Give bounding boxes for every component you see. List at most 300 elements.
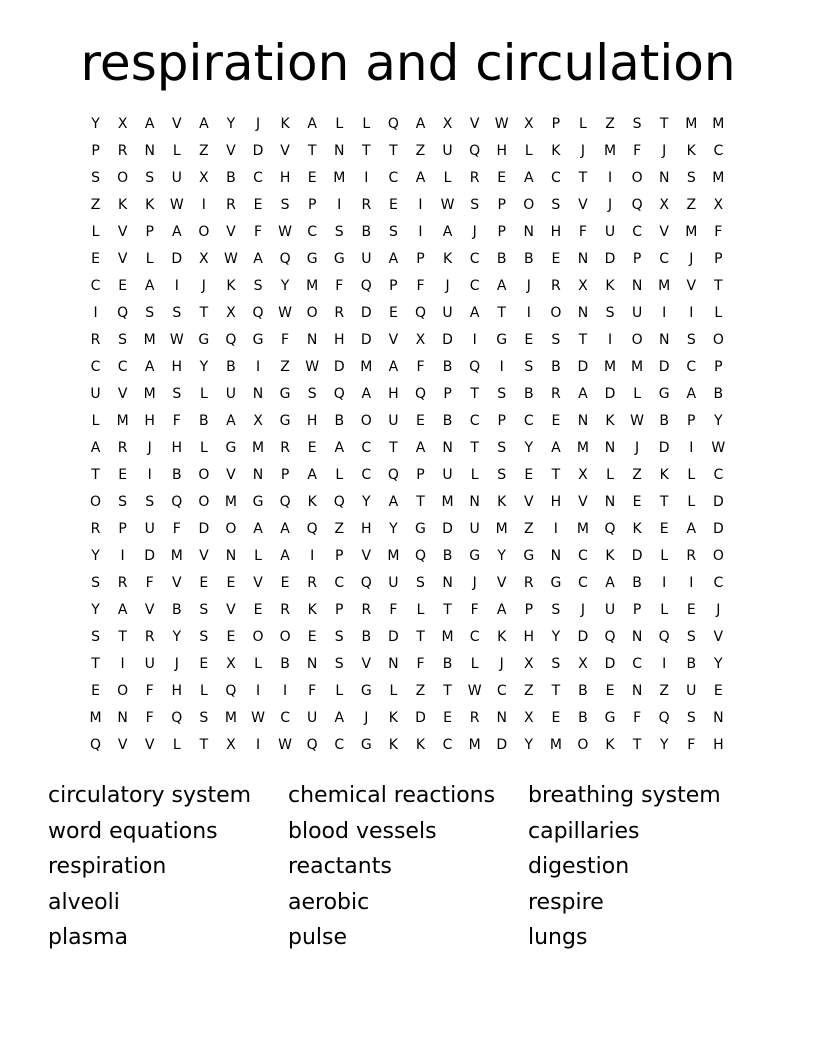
grid-letter: V <box>199 548 209 564</box>
grid-letter: P <box>335 602 344 618</box>
grid-letter: E <box>253 602 263 618</box>
grid-letter: U <box>90 386 101 402</box>
grid-letter: C <box>334 575 345 591</box>
grid-letter: H <box>550 224 562 240</box>
grid-letter: S <box>334 656 344 672</box>
grid-letter: K <box>145 197 155 213</box>
grid-letter: W <box>251 710 265 726</box>
grid-letter: J <box>526 278 531 294</box>
grid-letter: I <box>607 170 613 186</box>
grid-letter: U <box>388 413 399 429</box>
grid-letter: F <box>145 575 154 591</box>
grid-letter: S <box>686 332 696 348</box>
grid-letter: F <box>416 359 425 375</box>
word-list-item: blood vessels <box>288 818 437 844</box>
grid-letter: F <box>633 143 642 159</box>
grid-letter: X <box>117 116 128 132</box>
grid-letter: B <box>280 656 290 672</box>
word-list-item: circulatory system <box>48 783 252 808</box>
grid-letter: C <box>686 359 697 375</box>
grid-letter: Y <box>280 278 290 294</box>
grid-letter: F <box>145 710 154 726</box>
grid-letter: E <box>551 251 561 267</box>
grid-letter: V <box>144 602 155 618</box>
grid-letter: S <box>551 197 561 213</box>
grid-row <box>82 516 732 543</box>
grid-letter: J <box>364 710 369 726</box>
grid-letter: B <box>578 710 588 726</box>
grid-letter: X <box>226 305 236 321</box>
grid-letter: K <box>605 413 615 429</box>
grid-letter: L <box>145 251 154 267</box>
grid-letter: C <box>361 440 372 456</box>
grid-letter: E <box>497 170 507 186</box>
grid-letter: A <box>686 521 697 537</box>
grid-letter: D <box>712 521 724 537</box>
grid-letter: K <box>605 737 615 753</box>
grid-letter: B <box>334 413 345 429</box>
grid-letter: D <box>577 629 589 645</box>
grid-letter: C <box>469 629 480 645</box>
grid-letter: Z <box>90 197 101 213</box>
grid-letter: O <box>550 305 562 321</box>
grid-letter: A <box>171 224 182 240</box>
grid-letter: T <box>470 440 479 456</box>
grid-letter: C <box>578 548 588 564</box>
grid-letter: K <box>307 494 317 510</box>
word-list-item: aerobic <box>288 889 370 915</box>
grid-letter: S <box>91 575 100 591</box>
grid-letter: J <box>201 278 206 294</box>
grid-letter: J <box>255 116 261 132</box>
grid-letter: E <box>713 683 723 699</box>
grid-letter: X <box>523 116 534 132</box>
grid-letter: X <box>659 197 669 213</box>
grid-letter: P <box>91 143 100 159</box>
grid-letter: K <box>280 116 290 132</box>
letter-grid <box>82 111 732 759</box>
grid-letter: S <box>334 629 344 645</box>
grid-letter: A <box>90 440 101 456</box>
grid-letter: W <box>169 332 184 348</box>
grid-letter: E <box>659 521 669 537</box>
grid-letter: I <box>662 305 667 321</box>
grid-letter: I <box>255 683 261 699</box>
grid-letter: U <box>225 386 237 402</box>
grid-letter: D <box>604 656 616 672</box>
grid-letter: Z <box>334 521 345 537</box>
grid-letter: Q <box>604 629 616 645</box>
grid-letter: S <box>686 710 696 726</box>
grid-letter: A <box>415 440 426 456</box>
grid-row <box>82 597 732 624</box>
grid-letter: V <box>469 116 480 132</box>
grid-letter: B <box>199 413 209 429</box>
grid-letter: G <box>279 413 291 429</box>
grid-letter: S <box>686 629 696 645</box>
grid-letter: H <box>550 494 562 510</box>
grid-letter: M <box>224 710 237 726</box>
grid-letter: K <box>686 143 696 159</box>
grid-letter: U <box>686 683 697 699</box>
grid-letter: R <box>117 575 128 591</box>
grid-letter: R <box>551 278 561 294</box>
grid-letter: C <box>361 467 372 483</box>
grid-letter: Z <box>280 359 290 375</box>
grid-letter: S <box>497 467 507 483</box>
grid-letter: C <box>442 737 453 753</box>
grid-letter: M <box>712 116 725 132</box>
grid-letter: T <box>362 143 371 159</box>
grid-letter: C <box>632 656 642 672</box>
grid-letter: Q <box>225 683 237 699</box>
grid-letter: L <box>416 602 425 618</box>
grid-letter: K <box>605 278 615 294</box>
grid-letter: J <box>716 602 721 618</box>
grid-letter: L <box>714 305 723 321</box>
grid-letter: S <box>416 575 425 591</box>
grid-letter: O <box>712 548 724 564</box>
grid-letter: A <box>144 359 155 375</box>
grid-letter: K <box>307 602 317 618</box>
grid-letter: S <box>334 224 344 240</box>
grid-letter: G <box>604 710 616 726</box>
grid-letter: N <box>631 629 643 645</box>
grid-letter: X <box>578 278 588 294</box>
grid-letter: D <box>604 251 616 267</box>
grid-letter: G <box>360 683 372 699</box>
grid-letter: G <box>523 548 535 564</box>
grid-letter: M <box>441 494 454 510</box>
grid-letter: X <box>253 413 263 429</box>
grid-letter: E <box>632 494 642 510</box>
grid-letter: A <box>361 386 372 402</box>
word-list-item: digestion <box>528 854 630 880</box>
grid-letter: L <box>606 467 614 483</box>
grid-letter: L <box>687 494 696 510</box>
word-list-item: respiration <box>48 854 167 880</box>
grid-letter: Z <box>632 467 642 483</box>
grid-letter: P <box>118 521 127 537</box>
grid-letter: H <box>171 440 183 456</box>
grid-letter: B <box>551 359 561 375</box>
grid-letter: S <box>686 170 696 186</box>
grid-letter: X <box>523 710 534 726</box>
grid-row <box>82 381 732 408</box>
grid-letter: C <box>713 575 724 591</box>
grid-letter: F <box>281 332 290 348</box>
grid-letter: L <box>91 413 100 429</box>
grid-letter: U <box>171 170 182 186</box>
grid-letter: R <box>523 575 534 591</box>
grid-letter: W <box>630 413 645 429</box>
grid-letter: R <box>469 710 480 726</box>
grid-letter: U <box>144 656 155 672</box>
grid-letter: H <box>388 386 399 402</box>
grid-letter: M <box>468 737 481 753</box>
grid-letter: U <box>469 521 480 537</box>
grid-letter: D <box>631 548 643 564</box>
grid-letter: U <box>388 575 399 591</box>
grid-letter: R <box>361 197 372 213</box>
grid-letter: M <box>685 116 698 132</box>
grid-letter: N <box>631 683 643 699</box>
grid-letter: U <box>307 710 318 726</box>
grid-letter: P <box>335 548 344 564</box>
grid-letter: Y <box>524 737 534 753</box>
grid-letter: R <box>307 575 318 591</box>
grid-letter: N <box>306 332 318 348</box>
grid-letter: V <box>117 737 128 753</box>
grid-letter: W <box>440 197 455 213</box>
grid-letter: G <box>306 251 318 267</box>
grid-letter: N <box>658 332 670 348</box>
grid-letter: D <box>658 440 670 456</box>
grid-letter: V <box>578 197 588 213</box>
grid-letter: N <box>117 710 128 726</box>
grid-letter: J <box>445 278 450 294</box>
grid-letter: E <box>91 251 100 267</box>
grid-letter: T <box>91 467 100 483</box>
grid-letter: H <box>279 170 291 186</box>
grid-letter: A <box>253 521 263 537</box>
grid-letter: A <box>442 224 453 240</box>
grid-letter: Q <box>90 737 102 753</box>
grid-letter: F <box>578 224 587 240</box>
grid-letter: B <box>442 359 453 375</box>
grid-letter: D <box>252 143 264 159</box>
grid-letter: N <box>523 224 535 240</box>
grid-letter: T <box>632 737 642 753</box>
grid-letter: W <box>278 737 292 753</box>
grid-letter: I <box>662 656 667 672</box>
grid-letter: S <box>497 440 507 456</box>
grid-letter: C <box>334 737 345 753</box>
grid-letter: B <box>713 386 724 402</box>
grid-letter: V <box>171 575 182 591</box>
grid-letter: P <box>632 602 642 618</box>
grid-letter: V <box>524 494 534 510</box>
word-list-item: chemical reactions <box>288 783 496 808</box>
grid-letter: Q <box>306 737 318 753</box>
grid-letter: V <box>713 629 724 645</box>
grid-letter: C <box>550 170 561 186</box>
grid-letter: V <box>144 737 155 753</box>
grid-letter: L <box>524 143 533 159</box>
grid-letter: M <box>685 224 698 240</box>
grid-letter: B <box>578 683 588 699</box>
grid-letter: E <box>416 413 425 429</box>
grid-letter: S <box>91 170 100 186</box>
grid-letter: S <box>632 116 642 132</box>
grid-letter: I <box>147 467 152 483</box>
grid-letter: V <box>388 332 399 348</box>
grid-letter: Q <box>414 386 426 402</box>
grid-letter: V <box>253 575 263 591</box>
grid-letter: B <box>523 386 534 402</box>
grid-letter: S <box>253 278 263 294</box>
grid-row <box>82 165 732 192</box>
grid-letter: B <box>659 413 669 429</box>
word-list-item: lungs <box>528 925 588 951</box>
word-column <box>288 778 528 956</box>
grid-letter: N <box>144 143 155 159</box>
word-list-item: breathing system <box>528 783 721 808</box>
grid-letter: S <box>551 656 561 672</box>
grid-letter: S <box>172 305 182 321</box>
grid-letter: X <box>199 251 209 267</box>
grid-row <box>82 111 732 138</box>
grid-letter: U <box>442 305 453 321</box>
grid-letter: F <box>416 656 425 672</box>
grid-letter: N <box>252 386 264 402</box>
grid-letter: E <box>118 278 128 294</box>
grid-letter: A <box>144 278 155 294</box>
grid-letter: L <box>335 116 344 132</box>
grid-letter: T <box>659 116 669 132</box>
grid-letter: Q <box>360 575 372 591</box>
word-list-item: word equations <box>48 818 218 844</box>
grid-letter: Q <box>171 494 183 510</box>
grid-letter: X <box>415 332 426 348</box>
grid-letter: T <box>118 629 127 645</box>
grid-letter: U <box>442 143 453 159</box>
grid-letter: A <box>334 710 345 726</box>
grid-letter: T <box>470 386 479 402</box>
grid-letter: L <box>579 116 587 132</box>
grid-letter: D <box>360 332 372 348</box>
grid-letter: T <box>578 332 588 348</box>
grid-letter: V <box>171 116 182 132</box>
grid-letter: O <box>198 494 210 510</box>
grid-letter: G <box>469 548 481 564</box>
grid-letter: P <box>416 251 425 267</box>
grid-letter: G <box>550 575 562 591</box>
grid-letter: X <box>578 467 588 483</box>
grid-letter: F <box>172 521 181 537</box>
grid-letter: M <box>89 710 102 726</box>
grid-letter: G <box>252 494 264 510</box>
grid-letter: L <box>660 602 669 618</box>
grid-letter: L <box>172 737 181 753</box>
grid-letter: C <box>388 170 399 186</box>
grid-letter: L <box>199 440 208 456</box>
grid-letter: Q <box>333 386 345 402</box>
grid-letter: I <box>607 332 613 348</box>
grid-letter: I <box>283 683 288 699</box>
grid-letter: M <box>712 170 725 186</box>
grid-letter: K <box>388 737 398 753</box>
grid-letter: A <box>496 602 507 618</box>
grid-letter: N <box>604 494 616 510</box>
grid-letter: Z <box>523 521 534 537</box>
grid-letter: J <box>472 224 477 240</box>
grid-letter: B <box>686 656 697 672</box>
grid-letter: B <box>171 467 182 483</box>
grid-row <box>82 138 732 165</box>
grid-letter: R <box>361 602 372 618</box>
grid-letter: H <box>144 413 155 429</box>
grid-letter: M <box>495 521 508 537</box>
grid-letter: V <box>686 278 697 294</box>
grid-letter: E <box>551 413 561 429</box>
grid-letter: I <box>120 548 125 564</box>
grid-letter: R <box>117 440 128 456</box>
grid-letter: L <box>687 467 696 483</box>
grid-row <box>82 219 732 246</box>
grid-letter: O <box>360 413 372 429</box>
grid-letter: A <box>578 386 588 402</box>
grid-letter: S <box>280 197 290 213</box>
grid-letter: C <box>659 251 670 267</box>
grid-letter: A <box>388 494 399 510</box>
grid-letter: P <box>145 224 154 240</box>
word-list <box>48 778 788 956</box>
grid-letter: L <box>254 656 262 672</box>
grid-letter: M <box>549 737 562 753</box>
grid-letter: P <box>714 359 723 375</box>
grid-letter: Y <box>91 602 100 618</box>
grid-letter: G <box>252 332 264 348</box>
grid-letter: I <box>255 737 261 753</box>
grid-letter: W <box>305 359 320 375</box>
grid-letter: Q <box>279 494 291 510</box>
grid-letter: S <box>199 629 209 645</box>
grid-letter: A <box>551 440 561 456</box>
grid-letter: V <box>578 494 588 510</box>
grid-row <box>82 543 732 570</box>
grid-letter: E <box>307 440 317 456</box>
grid-letter: Z <box>659 683 669 699</box>
grid-letter: J <box>472 575 477 591</box>
grid-letter: P <box>497 224 506 240</box>
grid-letter: A <box>388 359 399 375</box>
grid-letter: E <box>605 683 615 699</box>
grid-letter: Q <box>658 710 670 726</box>
grid-letter: N <box>442 575 453 591</box>
grid-letter: Z <box>605 116 615 132</box>
grid-letter: Q <box>225 332 237 348</box>
grid-letter: K <box>415 737 426 753</box>
grid-letter: S <box>497 386 507 402</box>
grid-letter: T <box>443 602 452 618</box>
grid-letter: N <box>577 305 589 321</box>
grid-letter: K <box>659 467 669 483</box>
grid-letter: I <box>418 224 423 240</box>
grid-letter: Q <box>306 521 318 537</box>
grid-letter: Z <box>523 683 534 699</box>
grid-letter: T <box>551 683 561 699</box>
grid-letter: R <box>280 602 290 618</box>
grid-letter: M <box>603 359 617 375</box>
word-column <box>528 778 768 956</box>
grid-letter: I <box>689 440 694 456</box>
grid-letter: C <box>117 359 128 375</box>
grid-letter: W <box>278 224 292 240</box>
grid-letter: L <box>470 467 479 483</box>
grid-letter: E <box>280 575 290 591</box>
grid-letter: A <box>253 251 263 267</box>
grid-letter: O <box>117 683 129 699</box>
grid-letter: A <box>144 116 155 132</box>
grid-letter: P <box>389 278 398 294</box>
grid-letter: B <box>442 413 453 429</box>
grid-letter: Y <box>172 629 182 645</box>
grid-letter: F <box>253 224 263 240</box>
page-title: respiration and circulation <box>80 34 736 92</box>
grid-letter: M <box>360 359 373 375</box>
grid-letter: L <box>470 656 479 672</box>
